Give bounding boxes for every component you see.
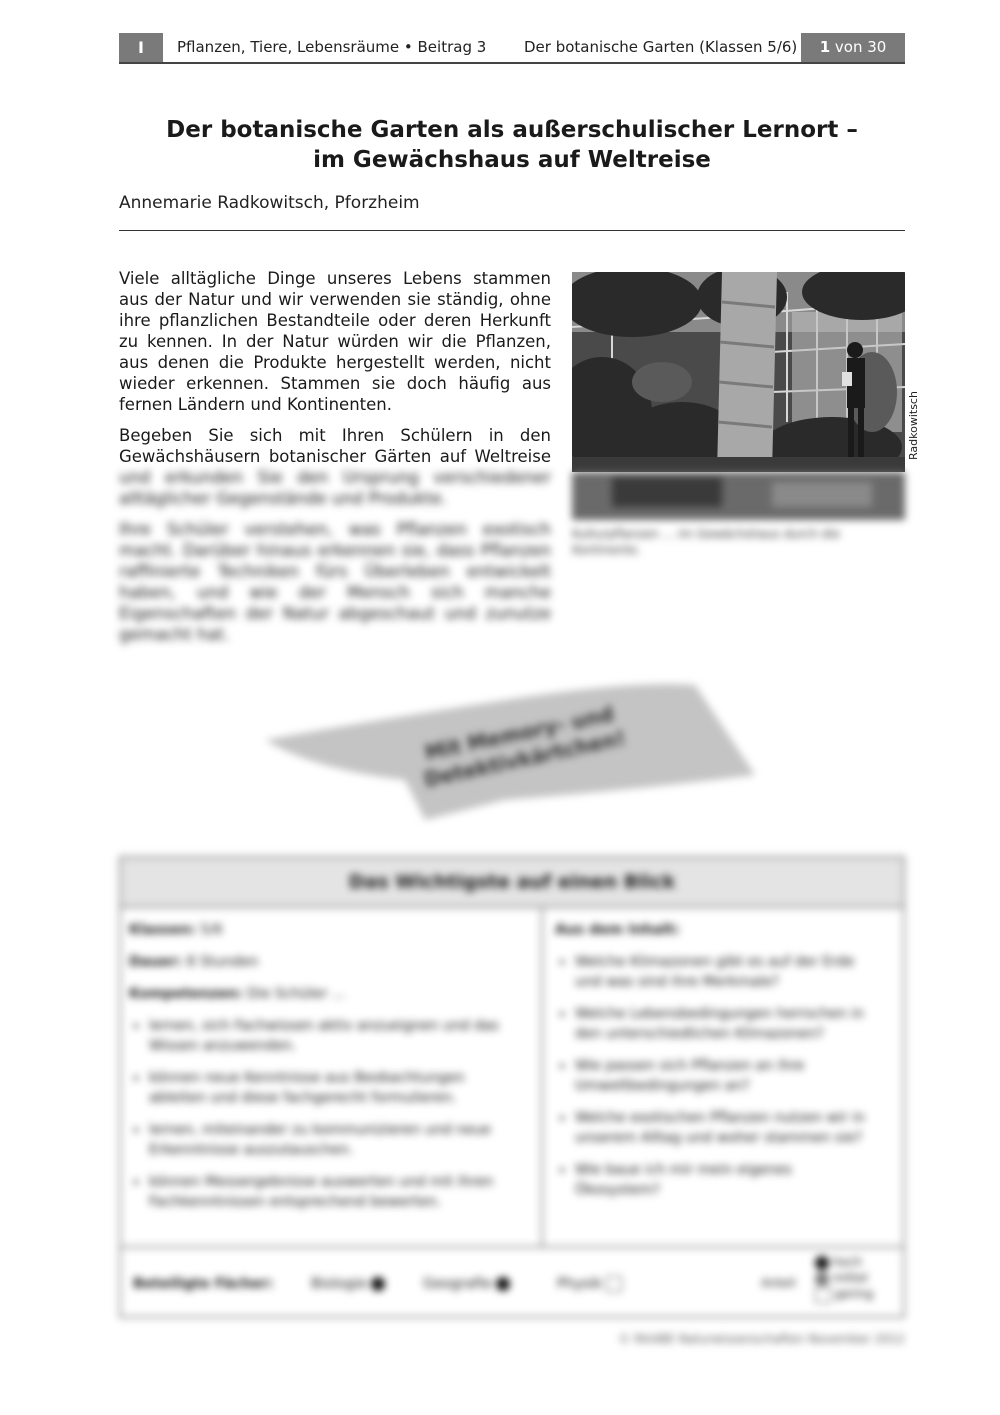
high-share-dot-icon <box>496 1277 510 1291</box>
legend-high: hoch <box>811 1254 901 1270</box>
share-legend <box>811 1254 901 1303</box>
series-label: Pflanzen, Tiere, Lebensräume • Beitrag 3 <box>177 38 487 56</box>
topic-label: Der botanische Garten (Klassen 5/6) <box>524 38 798 56</box>
list-item: • Welche exotischen Pflanzen nutzen wir in unserem Alltag und woher stammen sie? <box>575 1108 875 1148</box>
list-item: • können Messergebnisse auswerten und mit ihren Fachkenntnissen entsprechend bewerten. <box>149 1172 524 1212</box>
content-list <box>555 952 875 1200</box>
low-share-square-icon <box>606 1276 622 1292</box>
photo-blurred-area <box>572 472 905 520</box>
list-item: • lernen, sich Fachwissen aktiv anzueignen und das Wissen anzuwenden. <box>149 1016 524 1056</box>
kompetenzen-list <box>129 1016 524 1212</box>
subject-physik: Physik <box>557 1276 622 1292</box>
square-icon <box>815 1287 831 1303</box>
intro-paragraph-1: Viele alltägliche Dinge unseres Lebens stammen aus der Natur und wir verwenden sie ständig, ohne ihre pflanzlichen Bestandteile oder deren Herkunft zu kennen. In der Natur würden wir die Pflanzen, aus denen die Produkte hergestellt werden, nicht wieder erkennen. Stammen sie doch häufig aus fernen Ländern und Kontinenten. <box>119 269 551 414</box>
list-item: • Welche Klimazonen gibt es auf der Erde und was sind ihre Merkmale? <box>575 952 875 992</box>
section-number: I <box>119 33 163 62</box>
list-item: • Wie baue ich mir mein eigenes Ökosystem? <box>575 1160 875 1200</box>
intro-paragraph-2-blurred: und erkunden Sie den Ursprung verschiedener alltäglicher Gegenstände und Produkte. <box>119 468 551 508</box>
photo-credit: Radkowitsch <box>907 391 920 460</box>
klassen-row: Klassen: 5/6 <box>129 922 223 938</box>
overview-left-column <box>129 920 524 1224</box>
intro-text <box>119 268 551 655</box>
legend-low: gering <box>811 1286 901 1303</box>
subject-biologie: Biologie <box>311 1276 385 1292</box>
dot-icon <box>815 1272 829 1286</box>
column-divider <box>541 906 543 1246</box>
title-line-2: im Gewächshaus auf Weltreise <box>313 147 711 173</box>
overview-box <box>119 856 905 1318</box>
page-footer: © RAABE Naturwissenschaften November 2012 <box>618 1332 905 1346</box>
intro-paragraph-2-visible: Begeben Sie sich mit Ihren Schülern in den Gewächshäusern botanischer Gärten auf Weltreise <box>119 426 551 466</box>
content-heading: Aus dem Inhalt: <box>555 922 680 938</box>
greenhouse-photo <box>572 272 905 472</box>
page-indicator <box>801 33 905 62</box>
dot-icon <box>815 1256 829 1270</box>
list-item: • lernen, miteinander zu kommunizieren und neue Erkenntnisse auszutauschen. <box>149 1120 524 1160</box>
title-line-1: Der botanische Garten als außerschulischer Lernort – <box>166 117 858 143</box>
list-item: • Wie passen sich Pflanzen an ihre Umweltbedingungen an? <box>575 1056 875 1096</box>
anteil-label: Anteil <box>761 1276 796 1290</box>
overview-right-column <box>555 920 875 1212</box>
page-current: 1 <box>819 38 831 56</box>
page-suffix: von 30 <box>830 38 887 56</box>
kompetenzen-row: Kompetenzen: Die Schüler ... <box>129 986 346 1002</box>
list-item: • können neue Kenntnisse aus Beobachtungen ableiten und diese fachgerecht formulieren. <box>149 1068 524 1108</box>
subject-geografie: Geografie <box>423 1276 510 1292</box>
page-header <box>119 33 905 64</box>
photo-caption: Kulturpflanzen ... im Gewächshaus durch die Kontinente. <box>572 527 840 557</box>
author: Annemarie Radkowitsch, Pforzheim <box>119 193 420 213</box>
legend-medium: mittel <box>811 1270 901 1286</box>
subjects-label: Beteiligte Fächer: <box>133 1276 274 1292</box>
page-title <box>119 115 905 175</box>
banner-text: Mit Memory- und Detektivkärtchen! <box>421 701 628 792</box>
subjects-row <box>121 1246 903 1318</box>
intro-paragraph-2 <box>119 425 551 509</box>
intro-paragraph-3: Ihre Schüler verstehen, was Pflanzen exotisch macht. Darüber hinaus erkennen sie, dass Pflanzen raffinierte Techniken fürs Überleben entwickelt haben, und wie der Mensch sich manche Eigenschaften der Natur abgeschaut und zunutze gemacht hat. <box>119 520 551 644</box>
high-share-dot-icon <box>371 1277 385 1291</box>
overview-heading: Das Wichtigste auf einen Blick <box>121 858 903 908</box>
list-item: • Welche Lebensbedingungen herrschen in den unterschiedlichen Klimazonen? <box>575 1004 875 1044</box>
dauer-row: Dauer: 8 Stunden <box>129 954 259 970</box>
divider <box>119 230 905 231</box>
